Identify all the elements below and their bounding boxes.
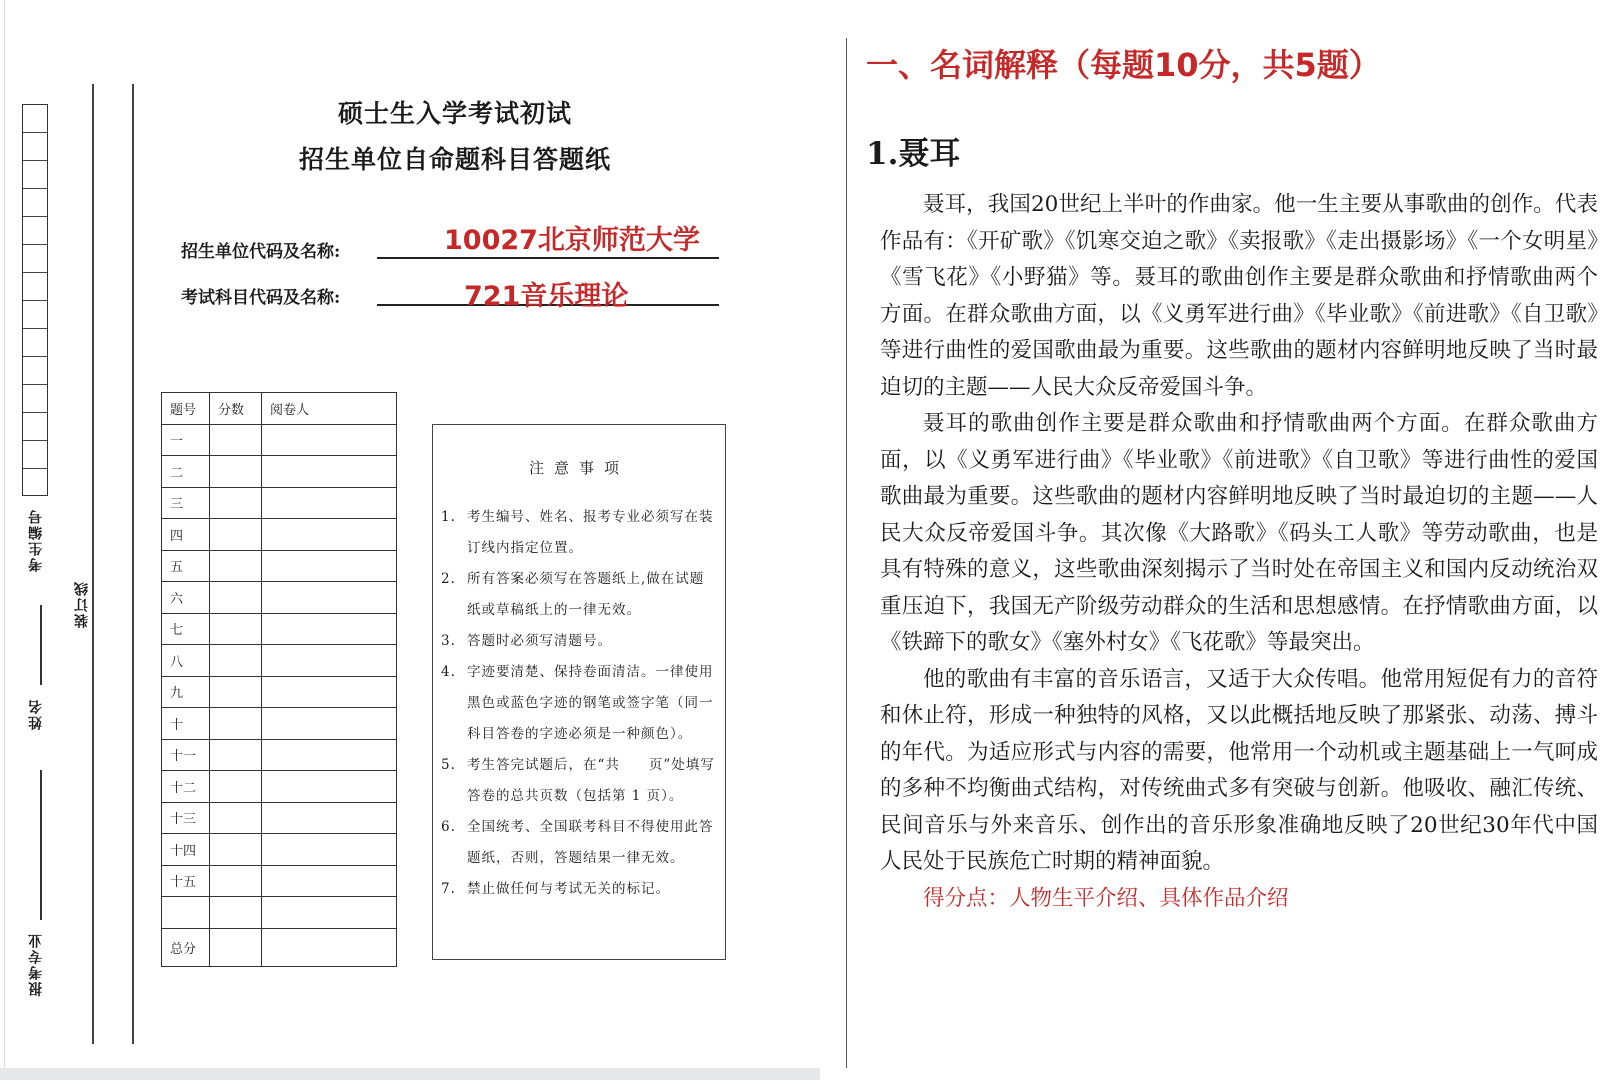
question-no: 九 [162,676,210,708]
grader-cell [262,739,397,771]
name-label: 姓名 [28,698,44,730]
question-no: 五 [162,550,210,582]
total-row [162,928,397,966]
page-edge [4,0,5,1080]
question-no: 十二 [162,771,210,803]
number-cell [23,105,47,133]
score-cell [210,865,262,897]
number-cell [23,245,47,273]
notice-item-number: 6. [441,819,456,835]
score-cell [210,424,262,456]
score-cell [210,802,262,834]
notice-item [433,812,725,874]
number-cell [23,161,47,189]
subject-label: 考试科目代码及名称: [181,288,341,308]
number-cell [23,469,47,497]
table-row [162,676,397,708]
table-row [162,424,397,456]
number-cell [23,133,47,161]
table-row [162,708,397,740]
grader-cell [262,487,397,519]
score-cell [210,739,262,771]
table-row [162,613,397,645]
notice-item-number: 4. [441,664,456,680]
notice-item [433,657,725,750]
table-row [162,645,397,677]
grader-cell [262,550,397,582]
question-no: 十五 [162,865,210,897]
grader-cell [262,613,397,645]
notice-item-text: 禁止做任何与考试无关的标记。 [467,881,670,897]
number-cell [23,189,47,217]
question-no: 八 [162,645,210,677]
major-label: 报考专业 [28,932,44,996]
grader-cell [262,897,397,929]
notice-item [433,874,725,905]
question-no: 四 [162,519,210,551]
question-no: 十四 [162,834,210,866]
grader-cell [262,771,397,803]
number-cell [23,301,47,329]
number-cell [23,385,47,413]
grader-cell [262,424,397,456]
candidate-number-line [40,605,42,685]
score-table [161,392,397,967]
sheet-title-line1: 硕士生入学考试初试 [337,99,572,128]
unit-underline [377,257,719,259]
binding-line-label: 装订线 [74,580,90,628]
question-no: 一 [162,424,210,456]
score-cell [210,613,262,645]
answer-body [880,187,1598,917]
score-cell [210,550,262,582]
notice-item-text: 答题时必须写清题号。 [467,633,612,649]
total-label: 总分 [162,928,210,966]
notice-title: 注意事项 [528,459,629,477]
question-no: 十 [162,708,210,740]
grader-cell [262,802,397,834]
score-cell [210,834,262,866]
score-cell [210,487,262,519]
notice-item-number: 2. [441,571,456,587]
score-cell [210,456,262,488]
table-row [162,487,397,519]
table-row [162,771,397,803]
question-no: 二 [162,456,210,488]
number-cell [23,357,47,385]
table-row [162,519,397,551]
number-cell [23,217,47,245]
grader-cell [262,676,397,708]
name-line [40,770,42,920]
binding-line-right [132,84,134,1044]
score-cell [210,708,262,740]
answer-paragraph: 聂耳，我国20世纪上半叶的作曲家。他一生主要从事歌曲的创作。代表作品有：《开矿歌》《饥寒交迫之歌》《卖报歌》《走出摄影场》《一个女明星》《雪飞花》《小野猫》等。聂耳的歌曲创作主要是群众歌曲和抒情歌曲两个方面。在群众歌曲方面，以《义勇军进行曲》《毕业歌》《前进歌》《自卫歌》等进行曲性的爱国歌曲最为重要。这些歌曲的题材内容鲜明地反映了当时最迫切的主题——人民大众反帝爱国斗争。 [880,192,1598,400]
binding-line-left [92,84,94,1044]
grader-cell [262,645,397,677]
table-row [162,865,397,897]
number-cell [23,329,47,357]
score-cell [210,676,262,708]
notice-item-number: 5. [441,757,456,773]
number-cell [23,273,47,301]
notice-item-text: 所有答案必须写在答题纸上,做在试题纸或草稿纸上的一律无效。 [467,571,705,618]
header-grader: 阅卷人 [262,393,397,425]
table-row [162,739,397,771]
grader-cell [262,865,397,897]
notice-box [432,424,726,960]
question-no: 三 [162,487,210,519]
grader-cell [262,456,397,488]
table-row [162,582,397,614]
notice-item-text: 考生编号、姓名、报考专业必须写在装订线内指定位置。 [467,509,714,556]
page-bottom-edge [0,1068,820,1080]
table-header-row [162,393,397,425]
candidate-number-label: 考生编号 [28,508,44,572]
total-score-cell [210,928,262,966]
answer-paragraph: 他的歌曲有丰富的音乐语言，又适于大众传唱。他常用短促有力的音符和休止符，形成一种独特的风格，又以此概括地反映了那紧张、动荡、搏斗的年代。为适应形式与内容的需要，他常用一个动机或主题基础上一气呵成的多种不均衡曲式结构，对传统曲式多有突破与创新。他吸收、融汇传统、民间音乐与外来音乐、创作出的音乐形象准确地反映了20世纪30年代中国人民处于民族危亡时期的精神面貌。 [880,666,1598,874]
score-cell [210,771,262,803]
grader-cell [262,582,397,614]
table-row [162,456,397,488]
notice-item-text: 全国统考、全国联考科目不得使用此答题纸，否则，答题结果一律无效。 [467,819,714,866]
header-score: 分数 [210,393,262,425]
candidate-number-boxes [22,104,48,496]
notice-item-number: 1. [441,509,456,525]
notice-item-text: 考生答完试题后，在“共 页”处填写答卷的总共页数（包括第 1 页）。 [467,757,715,804]
notice-item-number: 7. [441,881,456,897]
score-point: 得分点：人物生平介绍、具体作品介绍 [923,885,1289,911]
number-cell [23,413,47,441]
table-row [162,802,397,834]
table-row [162,897,397,929]
notice-item [433,750,725,812]
subject-value: 721音乐理论 [464,281,629,312]
table-row [162,550,397,582]
number-cell [23,441,47,469]
notice-item [433,502,725,564]
grader-cell [262,834,397,866]
question-no: 十一 [162,739,210,771]
unit-label: 招生单位代码及名称: [181,242,341,262]
score-cell [210,897,262,929]
table-row [162,834,397,866]
sheet-title-line2: 招生单位自命题科目答题纸 [298,145,611,174]
notice-item [433,564,725,626]
notice-item-text: 字迹要清楚、保持卷面清洁。一律使用黑色或蓝色字迹的钢笔或签字笔（同一科目答卷的字迹必须是一种颜色）。 [467,664,714,742]
question-title: 1.聂耳 [866,136,961,172]
question-no: 七 [162,613,210,645]
header-question-no: 题号 [162,393,210,425]
question-no: 十三 [162,802,210,834]
page-divider [846,38,847,1068]
score-cell [210,582,262,614]
question-no [162,897,210,929]
grader-cell [262,519,397,551]
section-title: 一、名词解释（每题10分，共5题） [866,46,1381,84]
total-grader-cell [262,928,397,966]
score-cell [210,519,262,551]
notice-item-number: 3. [441,633,456,649]
question-no: 六 [162,582,210,614]
score-cell [210,645,262,677]
unit-value: 10027北京师范大学 [444,225,700,256]
notice-item [433,626,725,657]
answer-paragraph: 聂耳的歌曲创作主要是群众歌曲和抒情歌曲两个方面。在群众歌曲方面，以《义勇军进行曲》《毕业歌》《前进歌》《自卫歌》等进行曲性的爱国歌曲最为重要。这些歌曲的题材内容鲜明地反映了当时最迫切的主题——人民大众反帝爱国斗争。其次像《大路歌》《码头工人歌》等劳动歌曲，也是具有特殊的意义，这些歌曲深刻揭示了当时处在帝国主义和国内反动统治双重压迫下，我国无产阶级劳动群众的生活和思想感情。在抒情歌曲方面，以《铁蹄下的歌女》《塞外村女》《飞花歌》等最突出。 [880,411,1598,655]
grader-cell [262,708,397,740]
